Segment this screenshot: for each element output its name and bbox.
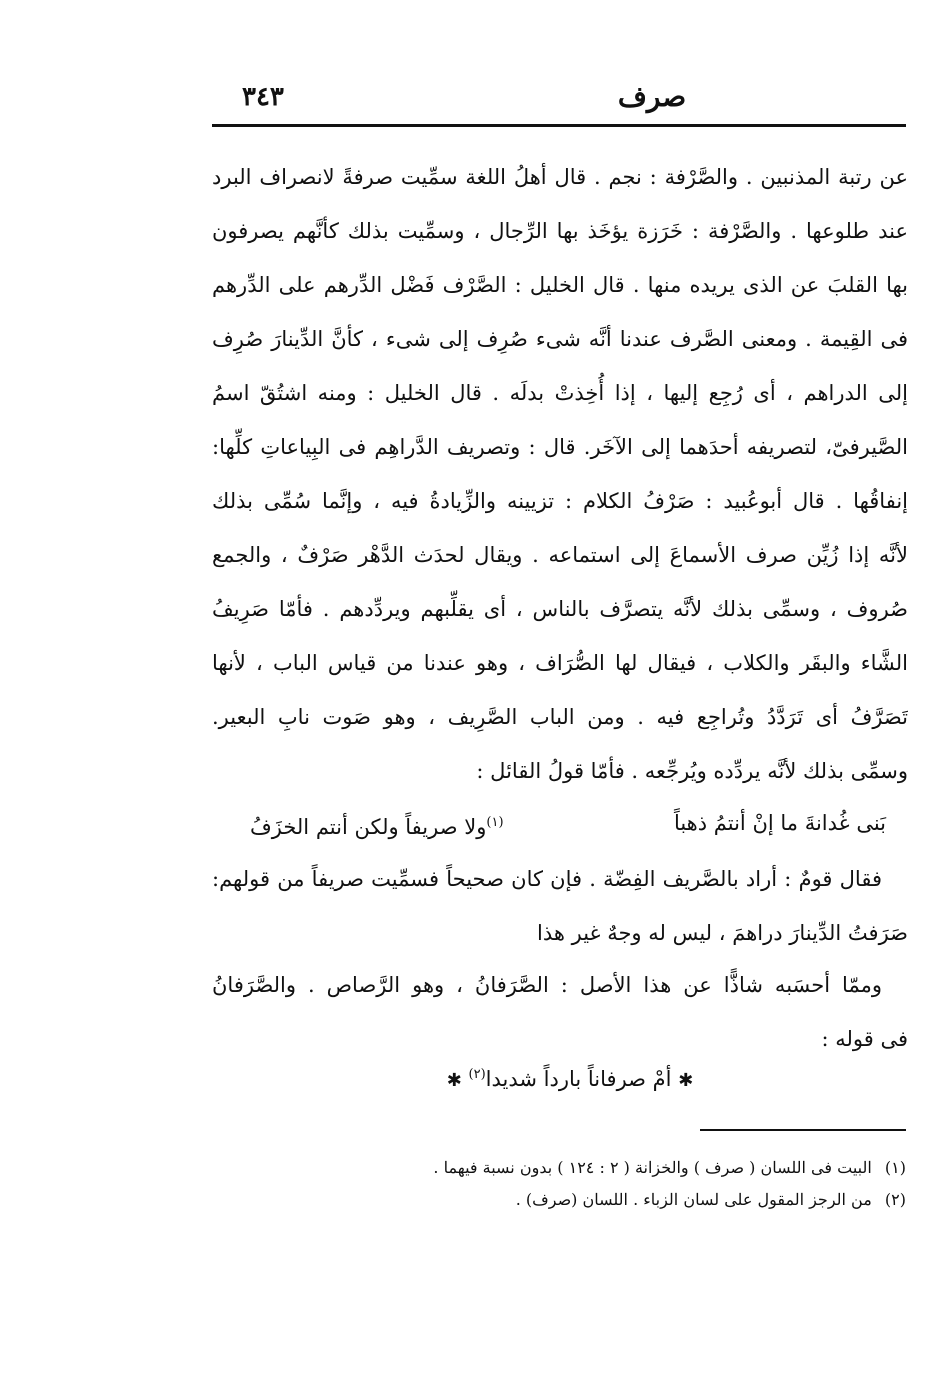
main-paragraph [212, 150, 908, 798]
footnote-mark: (١) [486, 815, 504, 830]
text-line: عند طلوعها . والصَّرْفة : خَرَزة يؤخَذ بها الرِّجال ، وسمِّيت بذلك كأنَّهم يصرفون [212, 219, 908, 243]
footnote-text: البيت فى اللسان ( صرف ) والخزانة ( ٢ : ١٢٤ ) بدون نسبة فيهما . [433, 1158, 872, 1177]
text-line: فقال قومٌ : أراد بالصَّريف الفِضّة . فإن كان صحيحاً فسمِّيت صريفاً من قولهم: [212, 867, 882, 891]
second-paragraph [212, 852, 908, 960]
footnote-number: (٢) [884, 1190, 906, 1209]
text-line: بها القلبَ عن الذى يريده منها . قال الخليل : الصَّرْف فَضْل الدِّرهم على الدِّرهم [212, 273, 908, 297]
page-number: ٣٤٣ [242, 82, 284, 112]
footnote [330, 1152, 906, 1184]
footnotes [330, 1152, 906, 1216]
verse-second-hemistich: ولا صريفاً ولكن أنتم الخزَفُ [250, 815, 487, 839]
text-line: صَرَفتُ الدِّينارَ دراهمَ ، ليس له وجهٌ غير هذا [537, 921, 908, 945]
poetry-verse [250, 798, 886, 848]
footnote-number: (١) [884, 1158, 906, 1177]
running-head: صرف [617, 80, 687, 113]
verse-second-hemistich-wrap [250, 798, 504, 852]
text-line: وسمِّى بذلك لأنَّه يردِّده ويُرجِّعه . فأمّا قولُ القائل : [476, 759, 908, 783]
text-line: الصَّيرفىّ، لتصريفه أحدَهما إلى الآخَر. قال : وتصريف الدَّراهِم فى البِياعاتِ كلِّها: [212, 435, 908, 459]
star-ornament: ✱ [678, 1070, 694, 1091]
rajaz-text: أمْ صرفاناً بارداً شديدا [485, 1067, 672, 1091]
text-line: إلى الدراهم ، أى رُجِع إليها ، إذا أُخِذتْ بدلَه . قال الخليل : ومنه اشتُقّ اسمُ [212, 381, 908, 405]
footnote-rule [700, 1129, 906, 1131]
footnote [330, 1184, 906, 1216]
text-line: وممّا أحسَبه شاذًّا عن هذا الأصل : الصَّرَفانُ ، وهو الرَّصاص . والصَّرَفانُ [212, 973, 882, 997]
page-header [212, 72, 906, 124]
rajaz-verse [380, 1050, 760, 1100]
text-line: عن رتبة المذنبين . والصَّرْفة : نجم . قال أهلُ اللغة سمِّيت صرفةً لانصراف البرد [212, 165, 908, 189]
text-line: فى القِيمة . ومعنى الصَّرف عندنا أنَّه شىء صُرِف إلى شىء ، كأنَّ الدِّينارَ صُرِف [212, 327, 908, 351]
text-line: تَصَرَّفُ أى تَرَدَّدُ وتُراجِع فيه . ومن الباب الصَّرِيف ، وهو صَوت نابِ البعير. [212, 705, 908, 729]
header-rule [212, 124, 906, 127]
text-line: لأنَّه إذا زُيِّن صرف الأسماعَ إلى استماعه . ويقال لحدَث الدَّهْر صَرْفٌ ، والجمع [212, 543, 908, 567]
text-line: الشَّاء والبقَر والكلاب ، فيقال لها الصُّرَاف ، وهو عندنا من قياس الباب ، لأنها [212, 651, 908, 675]
star-ornament: ✱ [446, 1070, 462, 1091]
footnote-text: من الرجز المقول على لسان الزباء . اللسان (صرف) . [515, 1190, 872, 1209]
footnote-mark: (٢) [468, 1067, 486, 1082]
text-line: صُروف ، وسمِّى بذلك لأنَّه يتصرَّف بالناس ، أى يقلِّبهم ويردِّدهم . فأمّا صَرِيفُ [212, 597, 908, 621]
text-line: إنفاقُها . قال أبوعُبيد : صَرْفُ الكلام : تزيينه والزِّيادةُ فيه ، وإنَّما سُمِّى بذلك [212, 489, 908, 513]
text-line: فى قوله : [821, 1027, 908, 1051]
verse-first-hemistich: بَنى غُدانةَ ما إنْ أنتمُ ذهباً [673, 811, 886, 835]
